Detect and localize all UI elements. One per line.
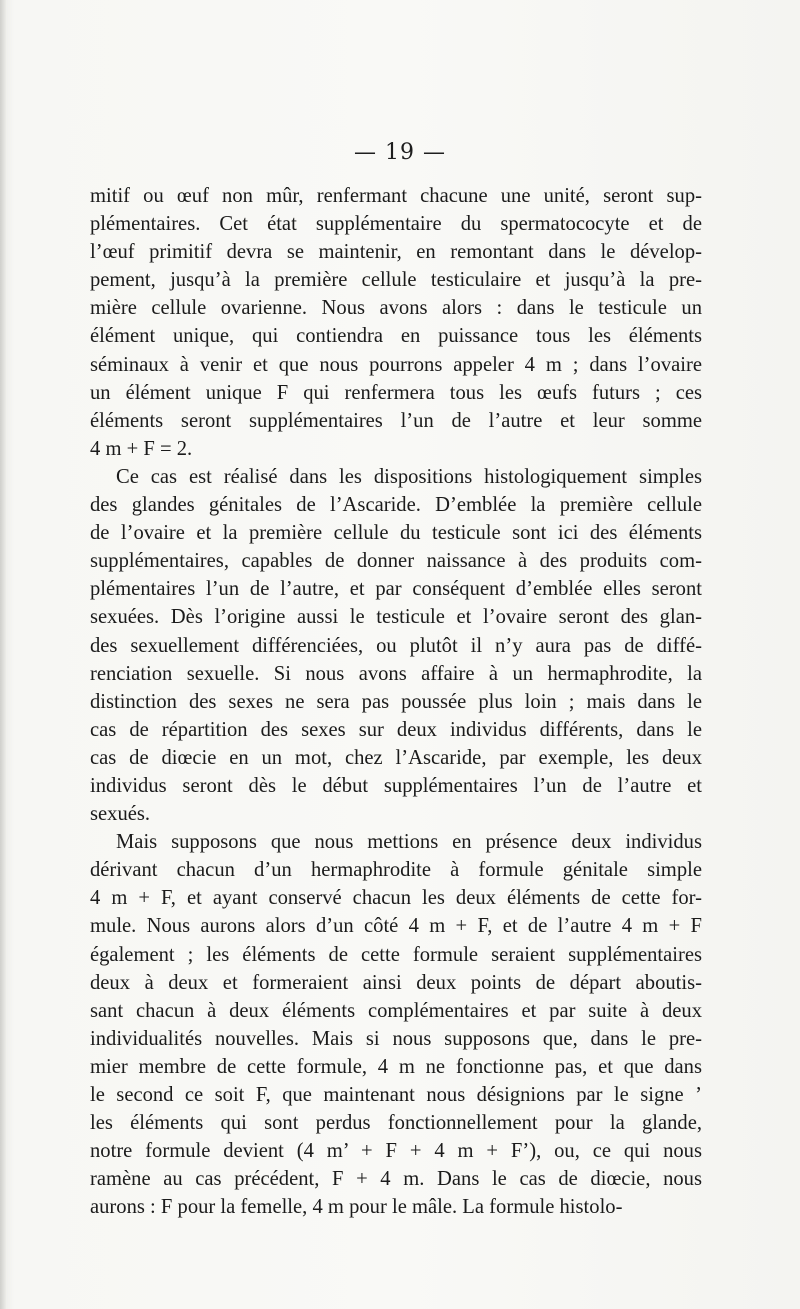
text-line: Mais supposons que nous mettions en présence deux individus <box>116 831 702 854</box>
text-line: des sexuellement différenciées, ou plutôt il n’y aura pas de diffé- <box>90 634 702 657</box>
paragraph <box>90 463 702 828</box>
body-text <box>90 182 702 1221</box>
text-line: l’œuf primitif devra se maintenir, en remontant dans le dévelop- <box>90 241 702 264</box>
text-line: Ce cas est réalisé dans les dispositions histologiquement simples <box>116 465 702 488</box>
text-line: des glandes génitales de l’Ascaride. D’emblée la première cellule <box>90 494 702 517</box>
text-line: renciation sexuelle. Si nous avons affaire à un hermaphrodite, la <box>90 662 702 685</box>
text-line: sexués. <box>90 803 151 826</box>
paragraph <box>90 828 702 1221</box>
text-line: notre formule devient (4 m’ + F + 4 m + F’), ou, ce qui nous <box>90 1140 702 1163</box>
text-line: séminaux à venir et que nous pourrons appeler 4 m ; dans l’ovaire <box>90 353 702 376</box>
text-line: dérivant chacun d’un hermaphrodite à formule génitale simple <box>90 859 702 882</box>
text-line: élément unique, qui contiendra en puissance tous les éléments <box>90 325 702 348</box>
page-edge-shadow <box>0 0 6 1309</box>
text-line: 4 m + F = 2. <box>90 437 193 460</box>
text-line: deux à deux et formeraient ainsi deux points de départ aboutis- <box>90 971 702 994</box>
text-line: plémentaires l’un de l’autre, et par conséquent d’emblée elles seront <box>90 578 702 601</box>
text-line: le second ce soit F, que maintenant nous désignions par le signe ’ <box>90 1084 702 1106</box>
text-line: distinction des sexes ne sera pas poussée plus loin ; mais dans le <box>90 690 702 713</box>
text-line: de l’ovaire et la première cellule du testicule sont ici des éléments <box>90 522 702 545</box>
text-line: mitif ou œuf non mûr, renfermant chacune une unité, seront sup- <box>90 185 702 207</box>
text-line: éléments seront supplémentaires l’un de l’autre et leur somme <box>90 409 702 432</box>
text-line: mière cellule ovarienne. Nous avons alors : dans le testicule un <box>90 297 702 320</box>
text-line: cas de diœcie en un mot, chez l’Ascaride, par exemple, les deux <box>90 746 702 769</box>
text-line: 4 m + F, et ayant conservé chacun les deux éléments de cette for- <box>90 887 702 910</box>
text-line: individualités nouvelles. Mais si nous supposons que, dans le pre- <box>90 1027 702 1050</box>
text-line: mier membre de cette formule, 4 m ne fonctionne pas, et que dans <box>90 1055 702 1078</box>
text-line: plémentaires. Cet état supplémentaire du spermatococyte et de <box>90 213 702 236</box>
text-line: pement, jusqu’à la première cellule testiculaire et jusqu’à la pre- <box>90 269 702 292</box>
text-line: cas de répartition des sexes sur deux individus différents, dans le <box>90 718 702 741</box>
text-line: supplémentaires, capables de donner naissance à des produits com- <box>90 550 702 573</box>
paragraph <box>90 182 702 463</box>
text-line: également ; les éléments de cette formule seraient supplémentaires <box>90 943 702 966</box>
text-line: ramène au cas précédent, F + 4 m. Dans le cas de diœcie, nous <box>90 1168 702 1191</box>
text-line: sant chacun à deux éléments complémentaires et par suite à deux <box>90 999 702 1022</box>
text-line: un élément unique F qui renfermera tous les œufs futurs ; ces <box>90 381 702 404</box>
text-line: sexuées. Dès l’origine aussi le testicule et l’ovaire seront des glan- <box>90 606 702 629</box>
text-line: les éléments qui sont perdus fonctionnellement pour la glande, <box>90 1112 702 1135</box>
text-line: aurons : F pour la femelle, 4 m pour le mâle. La formule histolo- <box>90 1196 623 1219</box>
page-number: — 19 — <box>354 140 446 165</box>
text-line: individus seront dès le début supplémentaires l’un de l’autre et <box>90 774 702 797</box>
text-line: mule. Nous aurons alors d’un côté 4 m + F, et de l’autre 4 m + F <box>90 915 702 938</box>
